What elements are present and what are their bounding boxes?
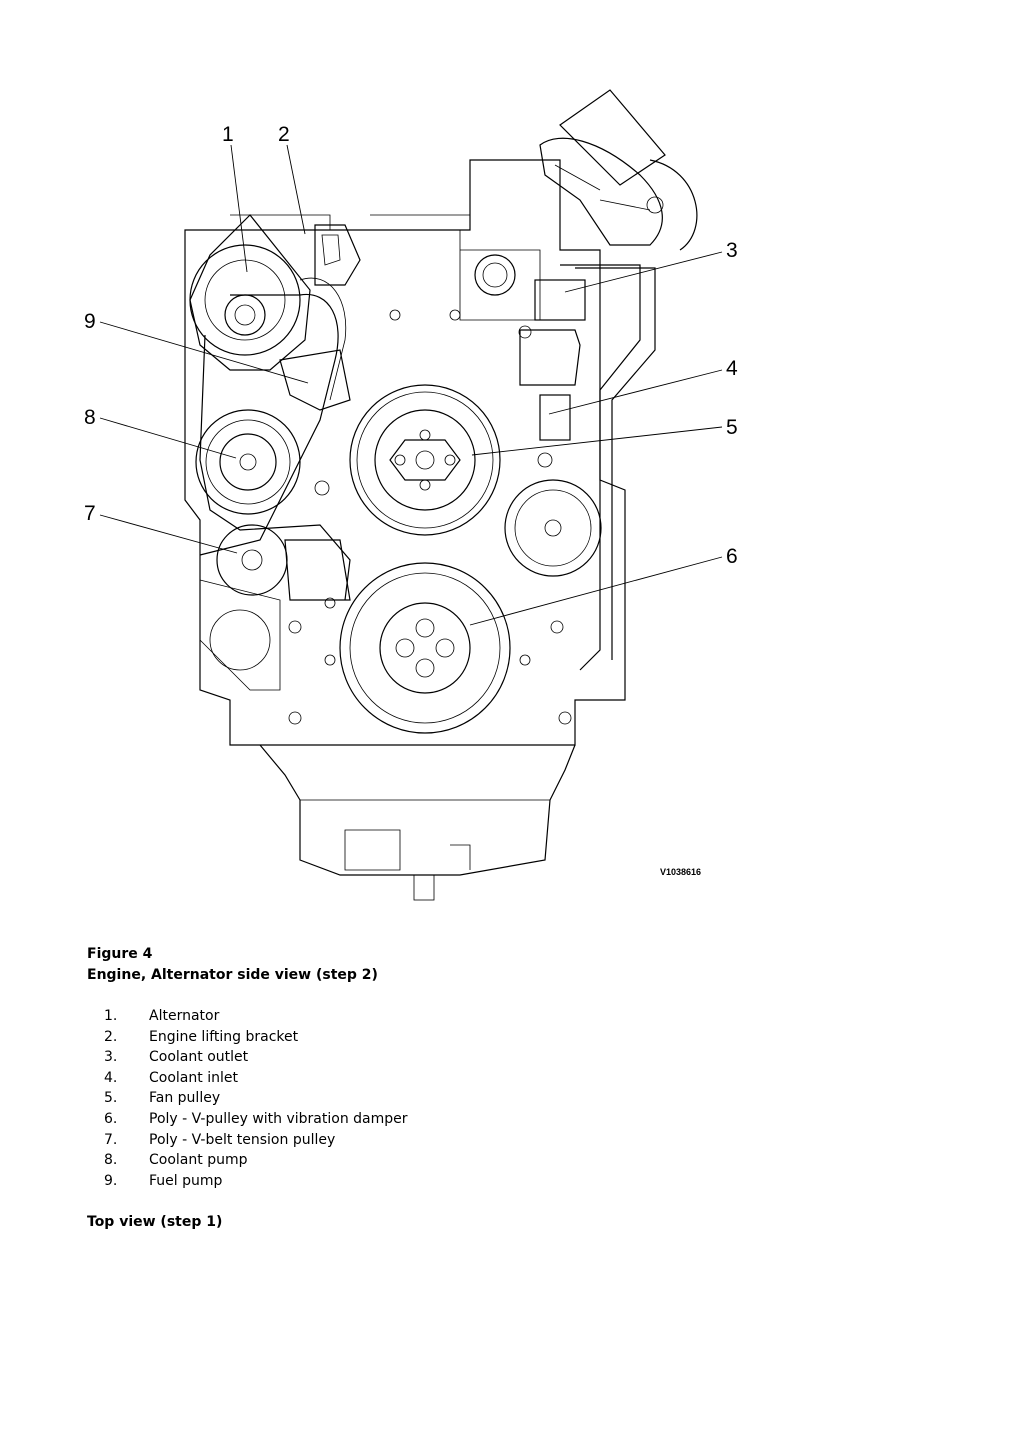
legend-label: Fan pulley bbox=[149, 1090, 221, 1107]
callout-8: 8 bbox=[84, 406, 96, 429]
legend-label: Coolant inlet bbox=[149, 1069, 238, 1086]
callout-9: 9 bbox=[84, 310, 96, 333]
legend-label: Engine lifting bracket bbox=[149, 1028, 299, 1045]
legend-number: 8. bbox=[104, 1152, 118, 1169]
legend-label: Poly - V-pulley with vibration damper bbox=[149, 1110, 408, 1127]
legend-number: 6. bbox=[104, 1110, 118, 1127]
legend-label: Poly - V-belt tension pulley bbox=[149, 1131, 336, 1148]
legend-label: Alternator bbox=[149, 1008, 220, 1024]
legend-number: 2. bbox=[104, 1028, 118, 1045]
figure-title: Engine, Alternator side view (step 2) bbox=[87, 967, 378, 983]
legend-number: 7. bbox=[104, 1131, 118, 1148]
callout-7: 7 bbox=[84, 502, 96, 525]
callout-1: 1 bbox=[222, 123, 234, 146]
engine-drawing bbox=[185, 90, 697, 900]
callout-5: 5 bbox=[726, 416, 738, 439]
legend-number: 4. bbox=[104, 1069, 118, 1086]
legend-number: 3. bbox=[104, 1049, 118, 1066]
callout-4: 4 bbox=[726, 357, 738, 380]
figure-number: Figure 4 bbox=[87, 946, 153, 962]
legend-number: 5. bbox=[104, 1090, 118, 1107]
callout-6: 6 bbox=[726, 545, 738, 568]
legend-number: 1. bbox=[104, 1008, 118, 1024]
leader-lines bbox=[100, 145, 722, 625]
legend-label: Fuel pump bbox=[149, 1172, 223, 1189]
callout-3: 3 bbox=[726, 239, 738, 262]
legend-label: Coolant outlet bbox=[149, 1049, 249, 1066]
figure-id: V1038616 bbox=[660, 867, 702, 877]
legend-number: 9. bbox=[104, 1172, 118, 1189]
callout-2: 2 bbox=[278, 123, 290, 146]
legend-label: Coolant pump bbox=[149, 1152, 248, 1169]
section-heading: Top view (step 1) bbox=[87, 1214, 223, 1230]
